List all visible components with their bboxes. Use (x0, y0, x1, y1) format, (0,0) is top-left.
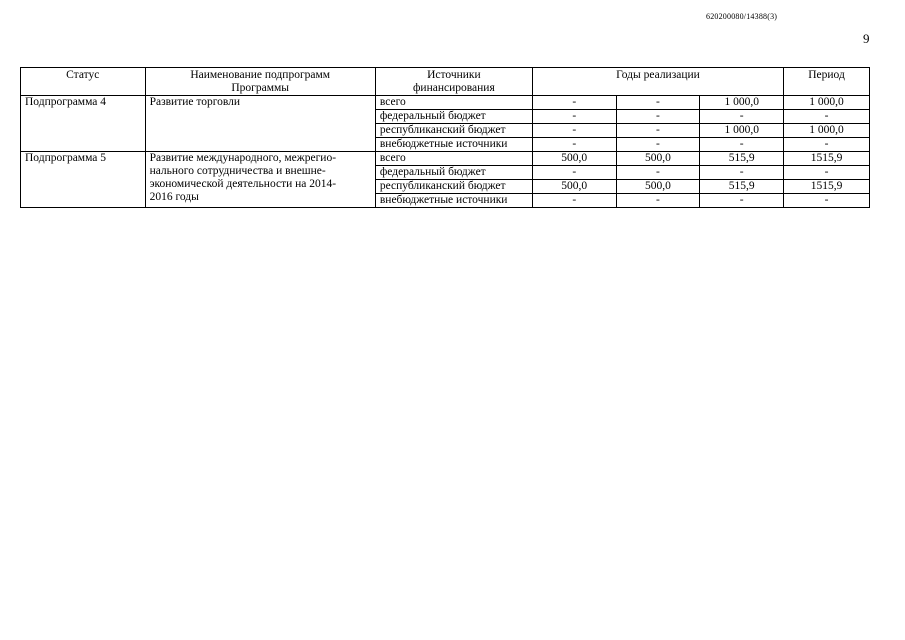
funding-source: республиканский бюджет (375, 180, 532, 194)
header-sources-line2: финансирования (412, 82, 495, 94)
year-2-value: - (616, 96, 700, 110)
period-total: - (784, 194, 870, 208)
funding-source: всего (375, 96, 532, 110)
header-name (145, 68, 375, 96)
period-total: 1 000,0 (784, 96, 870, 110)
header-name-line2: Программы (231, 82, 290, 94)
period-total: - (784, 166, 870, 180)
period-total: - (784, 110, 870, 124)
funding-source: внебюджетные источники (375, 194, 532, 208)
year-2-value: 500,0 (616, 180, 700, 194)
year-2-value: - (616, 194, 700, 208)
header-period: Период (784, 68, 870, 96)
year-3-value: - (700, 166, 784, 180)
funding-source: всего (375, 152, 532, 166)
table-body (21, 96, 870, 208)
header-years: Годы реализации (532, 68, 783, 96)
year-1-value: 500,0 (532, 152, 616, 166)
year-2-value: - (616, 124, 700, 138)
funding-source: федеральный бюджет (375, 166, 532, 180)
subprogram-status: Подпрограмма 4 (21, 96, 146, 152)
table-header-row (21, 68, 870, 96)
year-3-value: 1 000,0 (700, 96, 784, 110)
subprogram-name (145, 96, 375, 152)
document-code: 620200080/14388(3) (706, 12, 778, 21)
period-total: 1515,9 (784, 152, 870, 166)
subprogram-name-line: экономической деятельности на 2014- (149, 178, 337, 190)
year-1-value: - (532, 110, 616, 124)
year-3-value: - (700, 110, 784, 124)
year-3-value: 515,9 (700, 152, 784, 166)
year-3-value: 515,9 (700, 180, 784, 194)
subprogram-name (145, 152, 375, 208)
subprogram-name-line: Развитие торговли (149, 96, 241, 108)
year-1-value: 500,0 (532, 180, 616, 194)
header-sources (375, 68, 532, 96)
period-total: 1515,9 (784, 180, 870, 194)
subprogram-name-line: нального сотрудничества и внешне- (149, 165, 326, 177)
subprogram-status: Подпрограмма 5 (21, 152, 146, 208)
funding-source: республиканский бюджет (375, 124, 532, 138)
year-1-value: - (532, 96, 616, 110)
year-1-value: - (532, 194, 616, 208)
year-1-value: - (532, 138, 616, 152)
funding-source: внебюджетные источники (375, 138, 532, 152)
subprogram-name-line: Развитие международного, межрегио- (149, 152, 337, 164)
year-3-value: - (700, 138, 784, 152)
period-total: 1 000,0 (784, 124, 870, 138)
year-1-value: - (532, 166, 616, 180)
table-row (21, 152, 870, 166)
year-3-value: - (700, 194, 784, 208)
financing-table (20, 67, 870, 208)
table-row (21, 96, 870, 110)
year-2-value: - (616, 166, 700, 180)
header-sources-line1: Источники (427, 69, 481, 81)
year-2-value: - (616, 110, 700, 124)
year-3-value: 1 000,0 (700, 124, 784, 138)
year-2-value: - (616, 138, 700, 152)
header-status: Статус (21, 68, 146, 96)
funding-source: федеральный бюджет (375, 110, 532, 124)
period-total: - (784, 138, 870, 152)
header-name-line1: Наименование подпрограмм (190, 69, 331, 81)
subprogram-name-line: 2016 годы (149, 191, 199, 203)
year-2-value: 500,0 (616, 152, 700, 166)
page-number: 9 (863, 31, 870, 46)
year-1-value: - (532, 124, 616, 138)
